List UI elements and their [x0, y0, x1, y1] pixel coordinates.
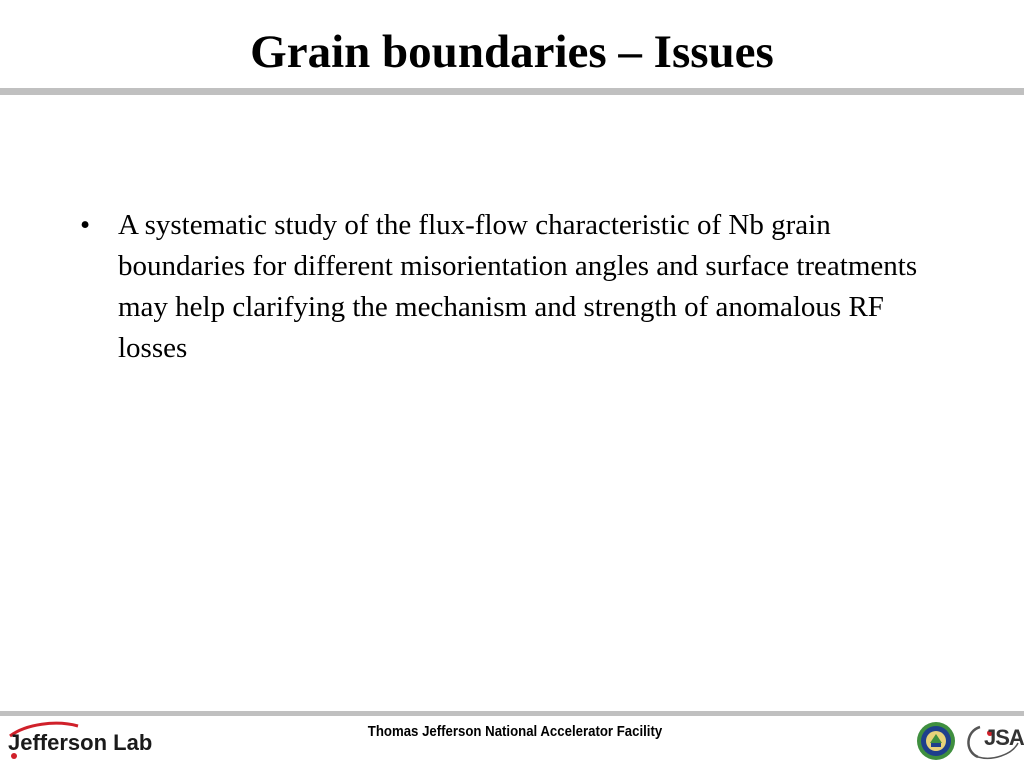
doe-seal-icon — [916, 721, 956, 761]
footer-divider — [0, 711, 1024, 716]
jsa-logo — [962, 721, 1024, 761]
title-divider — [0, 88, 1024, 95]
jsa-logo-text: JSA — [984, 725, 1024, 750]
bullet-item — [80, 205, 940, 369]
slide-title: Grain boundaries – Issues — [250, 26, 774, 78]
jefferson-lab-logo — [6, 720, 166, 764]
footer-organization: Thomas Jefferson National Accelerator Facility — [367, 723, 663, 740]
jefferson-lab-logo-text: Jefferson Lab — [8, 730, 153, 755]
slide-body — [80, 205, 940, 369]
bullet-text: A systematic study of the flux-flow characteristic of Nb grain boundaries for different misorientation angles and surface treatments may help clarifying the mechanism and strength of anomalous RF losses — [118, 209, 918, 364]
bullet-marker: • — [80, 209, 91, 241]
